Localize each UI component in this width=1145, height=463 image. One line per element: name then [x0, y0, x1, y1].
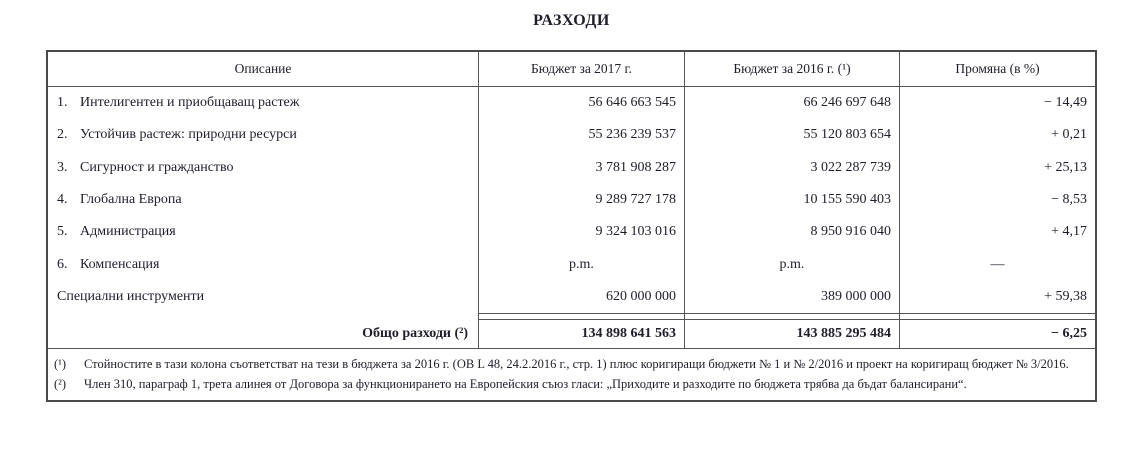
row-label: Устойчив растеж: природни ресурси	[80, 127, 297, 143]
row-label: Специални инструменти	[57, 288, 205, 304]
change-value: − 14,49	[1044, 95, 1087, 111]
total-budget-2017: 134 898 641 563	[479, 319, 685, 348]
row-number: 4.	[57, 192, 68, 208]
budget-2016-value: 8 950 916 040	[685, 216, 900, 248]
row-label: Глобална Европа	[80, 192, 182, 208]
budget-2016-value: 66 246 697 648	[685, 87, 900, 119]
description-cell	[48, 119, 479, 151]
row-number: 5.	[57, 224, 68, 240]
table-row	[48, 248, 1095, 280]
change-value: − 8,53	[1051, 192, 1087, 208]
description-cell	[48, 184, 479, 216]
change-value: + 59,38	[1044, 288, 1087, 304]
table-body	[48, 87, 1095, 313]
column-header-change: Промяна (в %)	[955, 61, 1040, 76]
row-label: Компенсация	[80, 256, 160, 272]
row-label: Интелигентен и приобщаващ растеж	[80, 95, 300, 111]
footnote-text: Стойностите в тази колона съответстват на тези в бюджета за 2016 г. (ОВ L 48, 24.2.2016 г., стр. 1) плюс коригиращи бюджети № 1 и № 2/2016 и проект на коригиращ бюджет № 3/2016.	[84, 357, 1069, 372]
footnotes-section	[48, 348, 1095, 400]
table-row	[48, 152, 1095, 184]
footnote	[54, 354, 1085, 374]
change-value: —	[990, 256, 1005, 272]
description-cell	[48, 152, 479, 184]
row-label: Сигурност и гражданство	[80, 159, 234, 175]
budget-2017-value: 9 324 103 016	[479, 216, 685, 248]
table-row	[48, 281, 1095, 313]
table-row	[48, 87, 1095, 119]
row-number: 6.	[57, 256, 68, 272]
budget-2017-value: p.m.	[479, 248, 685, 280]
budget-2017-value: 9 289 727 178	[479, 184, 685, 216]
row-number: 1.	[57, 95, 68, 111]
budget-2016-value: 389 000 000	[685, 281, 900, 313]
column-header-budget-2017: Бюджет за 2017 г.	[479, 52, 685, 86]
total-row	[48, 319, 1095, 348]
budget-2016-value: 10 155 590 403	[685, 184, 900, 216]
total-label: Общо разходи (²)	[48, 319, 479, 348]
description-cell	[48, 248, 479, 280]
description-cell	[48, 281, 479, 313]
table-header-row	[48, 52, 1095, 87]
row-label: Администрация	[80, 224, 176, 240]
page-title: РАЗХОДИ	[533, 12, 610, 29]
budget-2016-value: 3 022 287 739	[685, 152, 900, 184]
column-header-budget-2016: Бюджет за 2016 г. (¹)	[685, 52, 900, 86]
table-row	[48, 216, 1095, 248]
footnote-marker: (²)	[54, 377, 67, 392]
budget-2016-value: 55 120 803 654	[685, 119, 900, 151]
table-row	[48, 184, 1095, 216]
budget-2017-value: 3 781 908 287	[479, 152, 685, 184]
budget-2017-value: 620 000 000	[479, 281, 685, 313]
budget-2017-value: 55 236 239 537	[479, 119, 685, 151]
footnote-marker: (¹)	[54, 357, 67, 372]
change-value: + 0,21	[1051, 127, 1087, 143]
budget-2016-value: p.m.	[685, 248, 900, 280]
description-cell	[48, 87, 479, 119]
column-header-description: Описание	[48, 52, 479, 86]
table-row	[48, 119, 1095, 151]
footnote	[54, 374, 1085, 394]
total-change: − 6,25	[900, 319, 1095, 348]
budget-2017-value: 56 646 663 545	[479, 87, 685, 119]
row-number: 3.	[57, 159, 68, 175]
change-value: + 25,13	[1044, 159, 1087, 175]
footnote-text: Член 310, параграф 1, трета алинея от Договора за функционирането на Европейския съюз гласи: „Приходите и разходите по бюджета трябва да бъдат балансирани“.	[84, 377, 967, 392]
row-number: 2.	[57, 127, 68, 143]
change-value: + 4,17	[1051, 224, 1087, 240]
expenses-table	[46, 50, 1097, 402]
description-cell	[48, 216, 479, 248]
total-budget-2016: 143 885 295 484	[685, 319, 900, 348]
